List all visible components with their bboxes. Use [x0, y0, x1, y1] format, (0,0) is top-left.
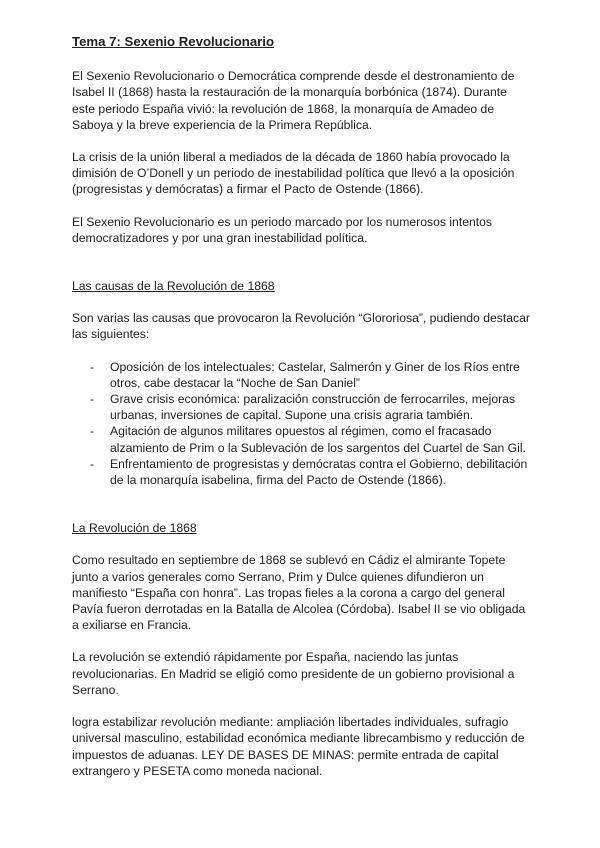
- bullet-dash: -: [90, 359, 95, 374]
- list-item-text: Grave crisis económica: paralización construcción de ferrocarriles, mejoras urbanas, inversiones de capital. Supone una crisis agraria también.: [110, 392, 516, 423]
- section-spacer: [72, 262, 532, 278]
- bullet-dash: -: [90, 392, 95, 407]
- list-item-text: Enfrentamiento de progresistas y demócratas contra el Gobierno, debilitación de la monarquía isabelina, firma del Pacto de Ostende (1866).: [110, 456, 528, 488]
- list-item: [72, 391, 532, 423]
- section-spacer: [72, 504, 532, 520]
- intro-paragraph-1: El Sexenio Revolucionario o Democrática comprende desde el destronamiento de Isabel II (1868) hasta la restauración de la monarquía borbónica (1874). Durante este periodo España vivió: la revolución de 1868, la monarquía de Amadeo de Saboya y la breve experiencia de la Primera República.: [72, 69, 515, 132]
- list-item: [72, 456, 532, 488]
- revolution-paragraph-2: La revolución se extendió rápidamente por España, naciendo las juntas revolucionarias. En Madrid se eligió como presidente de un gobierno provisional a Serrano.: [72, 650, 515, 697]
- document-title: Tema 7: Sexenio Revolucionario: [72, 34, 275, 49]
- causes-list: [72, 359, 532, 489]
- bullet-dash: -: [90, 424, 95, 439]
- bullet-dash: -: [90, 456, 95, 471]
- revolution-heading: La Revolución de 1868: [72, 521, 197, 536]
- causes-heading: Las causas de la Revolución de 1868: [72, 279, 275, 294]
- document-page: [72, 34, 532, 795]
- intro-paragraph-2: La crisis de la unión liberal a mediados de la década de 1860 había provocado la dimisión de O’Donell y un periodo de inestabilidad política que llevó a la oposición (progresistas y demócratas) a firmar el Pacto de Ostende (1866).: [72, 150, 515, 197]
- causes-intro: Son varias las causas que provocaron la Revolución “Glororiosa”, pudiendo destacar las siguientes:: [72, 311, 530, 342]
- intro-paragraph-3: El Sexenio Revolucionario es un periodo marcado por los numerosos intentos democratizadores y por una gran inestabilidad política.: [72, 214, 493, 245]
- list-item: [72, 423, 532, 455]
- list-item-text: Agitación de algunos militares opuestos al régimen, como el fracasado alzamiento de Prim o la Sublevación de los sargentos del Cuartel de San Gil.: [110, 424, 526, 455]
- revolution-paragraph-1: Como resultado en septiembre de 1868 se sublevó en Cádiz el almirante Topete junto a varios generales como Serrano, Prim y Dulce quienes difundieron un manifiesto “España con honra”. Las tropas fieles a la corona a cargo del general Pavía fueron derrotadas en la Batalla de Alcolea (Córdoba). Isabel II se vio obligada a exiliarse en Francia.: [72, 553, 526, 633]
- list-item-text: Oposición de los intelectuales: Castelar, Salmerón y Giner de los Ríos entre otros, cabe destacar la “Noche de San Daniel”: [110, 359, 520, 390]
- list-item: [72, 359, 532, 391]
- revolution-paragraph-3: logra estabilizar revolución mediante: ampliación libertades individuales, sufragio universal masculino, estabilidad económica mediante librecambismo y reducción de impuestos de aduanas. LEY DE BASES DE MINAS: permite entrada de capital extrangero y PESETA como moneda nacional.: [72, 715, 525, 778]
